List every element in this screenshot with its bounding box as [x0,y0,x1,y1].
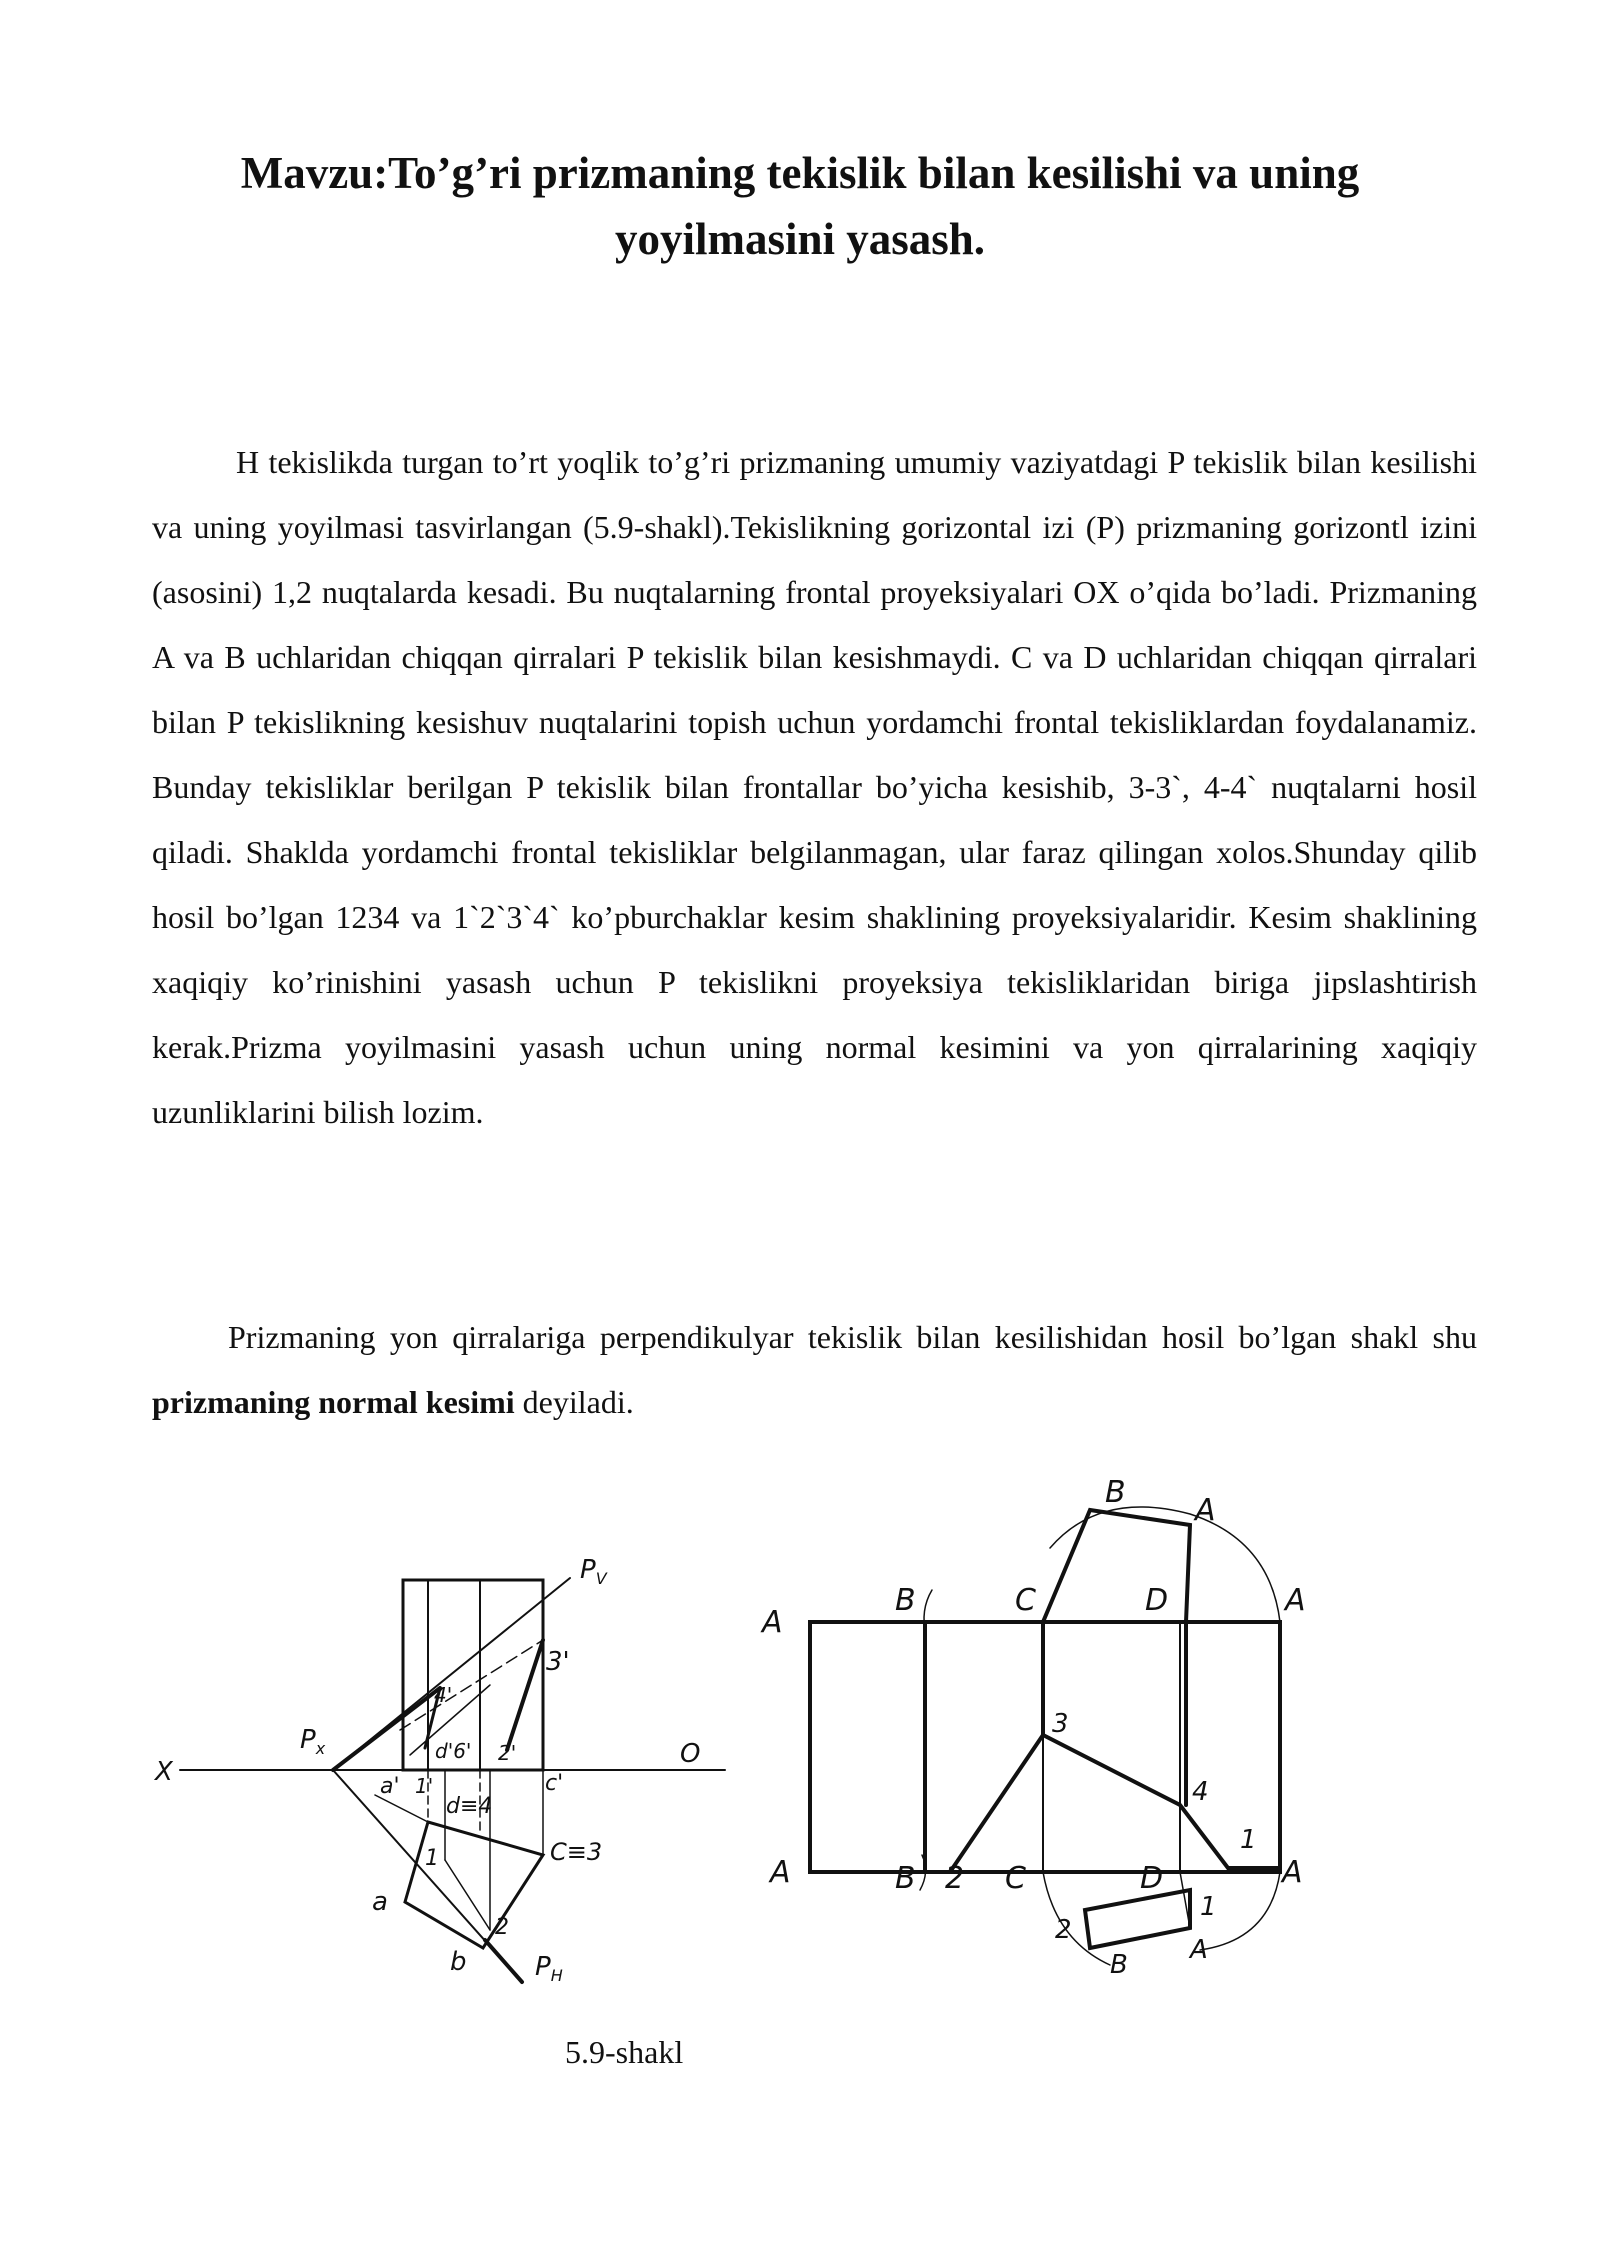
label-low-a: A [1190,1935,1208,1965]
label-top-b: B [1105,1475,1126,1510]
paragraph-2 [152,1305,1477,1435]
label-c-equiv-3: C≡3 [550,1838,603,1866]
label-1: 1 [425,1846,439,1871]
label-px-sub: x [315,1739,326,1758]
label-a-right-top: A [1285,1583,1306,1618]
label-o: O [680,1739,701,1769]
label-a: a [372,1887,388,1917]
label-d-top: D [1145,1583,1169,1618]
bottom-base [1085,1890,1190,1948]
label-2-bot: 2 [945,1861,965,1896]
page-title [150,140,1450,272]
label-px: P [300,1725,316,1755]
svg-text:Px [300,1725,326,1758]
label-c-top: C [1015,1583,1036,1618]
development-labels [760,1475,1306,1980]
label-a-prime: a' [380,1774,400,1799]
label-low-b: B [1110,1950,1128,1980]
label-4: 4 [1192,1777,1209,1807]
label-ph: P [535,1952,551,1982]
section-horizontal [445,1860,490,1930]
paragraph-2-end: deyiladi. [514,1384,634,1420]
term-normal-section: prizmaning normal kesimi [152,1384,515,1420]
title-line-1: Mavzu:To’g’ri prizmaning tekislik bilan kesilishi va uning [240,148,1360,198]
arc-b-top [924,1590,932,1635]
label-c-bot: C [1005,1861,1026,1896]
section-frontal [507,1640,543,1750]
label-a-right-bot: A [1282,1855,1303,1890]
figure-5-9 [150,1470,1330,2020]
section-frontal [333,1688,440,1770]
label-2-low: 2 [1055,1915,1072,1945]
projection-drawing [180,1578,725,1982]
paragraph-1: H tekislikda turgan to’rt yoqlik to’g’ri prizmaning umumiy vaziyatdagi P tekislik bilan kesilishi va uning yoyilmasi tasvirlangan (5.9-shakl).Tekislikning gorizontal izi (P) prizmaning gorizontl izini (asosini) 1,2 nuqtalarda kesadi. Bu nuqtalarning frontal proyeksiyalari OX o’qida bo’ladi. Prizmaning A va B uchlaridan chiqqan qirralari P tekislik bilan kesishmaydi. C va D uchlaridan chiqqan qirralari bilan P tekislikning kesishuv nuqtalarini topish uchun yordamchi frontal tekisliklardan foydalanamiz. Bunday tekisliklar berilgan P tekislik bilan frontallar bo’yicha kesishib, 3-3`, 4-4` nuqtalarni hosil qiladi. Shaklda yordamchi frontal tekisliklar belgilanmagan, ular faraz qilingan xolos.Shunday qilib hosil bo’lgan 1234 va 1`2`3`4` ko’pburchaklar kesim shaklining proyeksiyalaridir. Kesim shaklining xaqiqiy ko’rinishini yasash uchun P tekislikni proyeksiya tekisliklaridan biriga jipslashtirish kerak.Prizma yoyilmasini yasash uchun uning normal kesimini va yon qirralarining xaqiqiy uzunliklarini bilish lozim. [152,444,1477,1130]
ph-trace-bold [485,1940,522,1982]
label-d-bot: D [1140,1861,1164,1896]
label-2-prime: 2' [498,1741,517,1765]
figure-caption: 5.9-shakl [565,2034,684,2070]
projection-line [375,1795,428,1822]
title-line-2: yoyilmasini yasash. [614,214,986,264]
label-d-equiv-4: d≡4 [446,1794,493,1819]
label-ph-sub: H [550,1966,563,1985]
label-2: 2 [495,1915,509,1940]
arc-bottom [1043,1872,1110,1965]
label-3-prime: 3' [546,1647,570,1677]
label-b: b [450,1947,467,1977]
label-1-low: 1 [1200,1892,1217,1922]
label-1-prime: 1' [415,1774,434,1798]
label-x: X [155,1757,173,1787]
label-top-a: A [1195,1493,1216,1528]
label-a-left-bot: A [770,1855,791,1890]
label-b-top: B [895,1583,916,1618]
label-4-prime: 4' [434,1683,453,1707]
label-3: 3 [1052,1709,1069,1739]
label-1-mid: 1 [1240,1825,1257,1855]
section-line [925,1735,1280,1872]
paragraph-2-text: Prizmaning yon qirralariga perpendikulyar tekislik bilan kesilishidan hosil bo’lgan shakl shu [228,1319,1477,1355]
label-pv-sub: V [595,1569,607,1588]
label-c-prime: c' [545,1771,564,1796]
label-pv: P [580,1555,596,1585]
frontal-line [400,1640,543,1730]
label-b-bot: B [895,1861,916,1896]
label-d6-prime: d'6' [435,1739,472,1763]
svg-text:PV [580,1555,608,1588]
svg-text:PH [535,1952,563,1985]
prism-frontal-outline [403,1580,543,1770]
label-a-left-top: A [762,1605,783,1640]
